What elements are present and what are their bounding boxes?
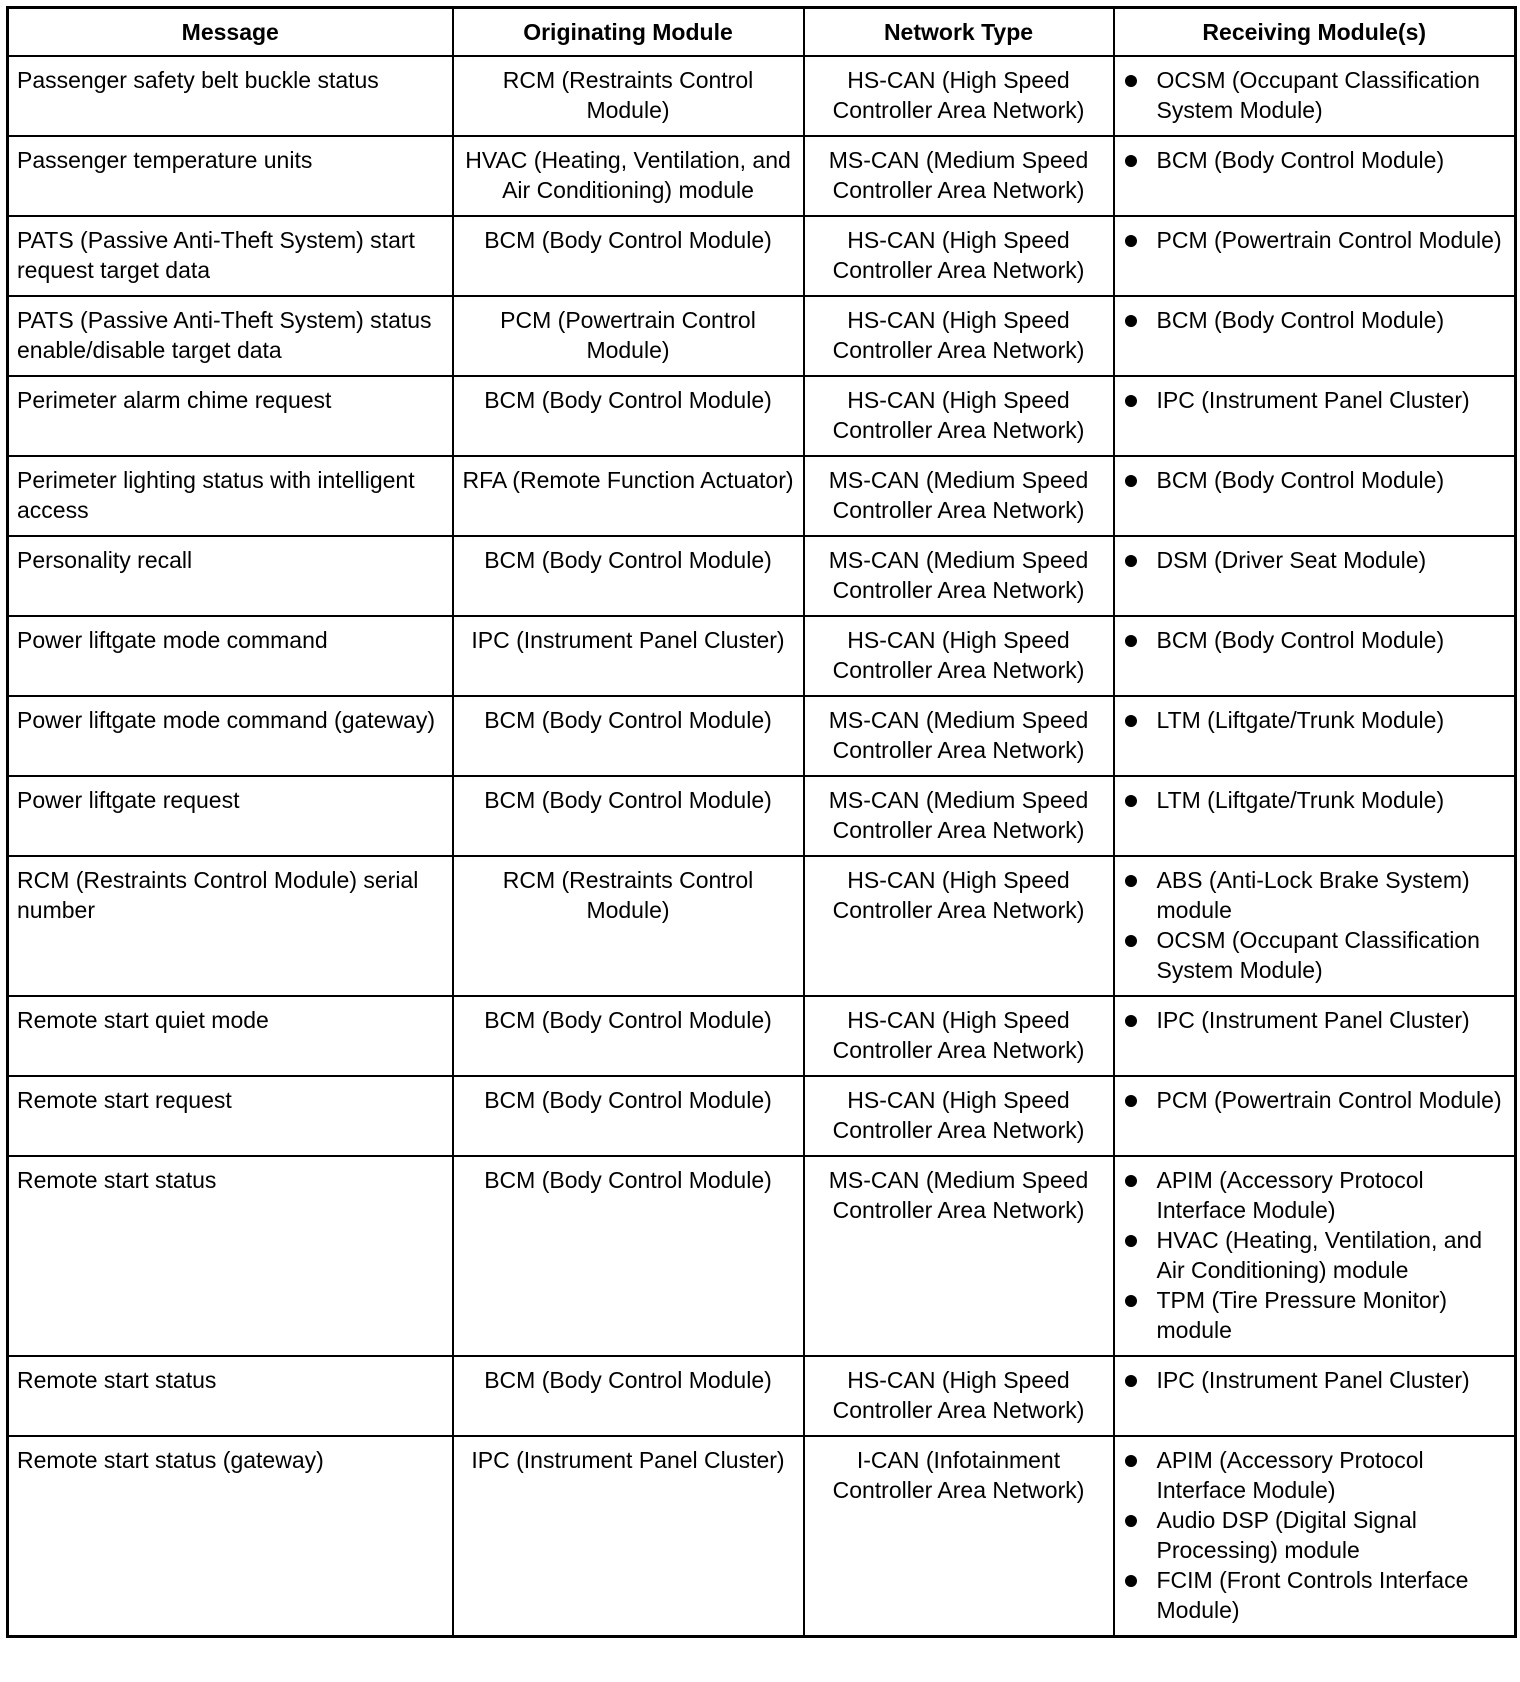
message-cell: PATS (Passive Anti-Theft System) status enable/disable target data (8, 296, 453, 376)
originating-module-cell: BCM (Body Control Module) (453, 1076, 804, 1156)
receiving-modules-list (1123, 305, 1507, 335)
message-cell: Remote start quiet mode (8, 996, 453, 1076)
table-row (8, 696, 1516, 776)
receiving-module-item: DSM (Driver Seat Module) (1123, 545, 1507, 575)
module-message-table (6, 6, 1517, 1638)
header-message: Message (8, 8, 453, 57)
receiving-modules-list (1123, 1085, 1507, 1115)
originating-module-cell: RFA (Remote Function Actuator) (453, 456, 804, 536)
message-cell: Passenger temperature units (8, 136, 453, 216)
receiving-modules-list (1123, 465, 1507, 495)
receiving-modules-list (1123, 865, 1507, 985)
receiving-module-item: PCM (Powertrain Control Module) (1123, 225, 1507, 255)
receiving-modules-list (1123, 545, 1507, 575)
originating-module-cell: RCM (Restraints Control Module) (453, 56, 804, 136)
originating-module-cell: RCM (Restraints Control Module) (453, 856, 804, 996)
originating-module-cell: BCM (Body Control Module) (453, 696, 804, 776)
network-type-cell: I-CAN (Infotainment Controller Area Network) (804, 1436, 1114, 1637)
message-cell: Remote start request (8, 1076, 453, 1156)
originating-module-cell: BCM (Body Control Module) (453, 776, 804, 856)
originating-module-cell: PCM (Powertrain Control Module) (453, 296, 804, 376)
network-type-cell: HS-CAN (High Speed Controller Area Network) (804, 56, 1114, 136)
message-cell: Perimeter lighting status with intelligent access (8, 456, 453, 536)
originating-module-cell: BCM (Body Control Module) (453, 996, 804, 1076)
receiving-module-item: OCSM (Occupant Classification System Module) (1123, 65, 1507, 125)
network-type-cell: HS-CAN (High Speed Controller Area Network) (804, 1076, 1114, 1156)
table-row (8, 456, 1516, 536)
header-originating-module: Originating Module (453, 8, 804, 57)
receiving-modules-list (1123, 225, 1507, 255)
network-type-cell: HS-CAN (High Speed Controller Area Network) (804, 216, 1114, 296)
receiving-modules-cell (1114, 536, 1516, 616)
table-header (8, 8, 1516, 57)
receiving-modules-cell (1114, 856, 1516, 996)
receiving-module-item: HVAC (Heating, Ventilation, and Air Conditioning) module (1123, 1225, 1507, 1285)
table-row (8, 536, 1516, 616)
header-network-type: Network Type (804, 8, 1114, 57)
receiving-module-item: Audio DSP (Digital Signal Processing) module (1123, 1505, 1507, 1565)
receiving-module-item: APIM (Accessory Protocol Interface Module) (1123, 1445, 1507, 1505)
table-row (8, 1156, 1516, 1356)
message-cell: RCM (Restraints Control Module) serial number (8, 856, 453, 996)
table-row (8, 996, 1516, 1076)
receiving-module-item: LTM (Liftgate/Trunk Module) (1123, 705, 1507, 735)
receiving-module-item: TPM (Tire Pressure Monitor) module (1123, 1285, 1507, 1345)
receiving-modules-cell (1114, 56, 1516, 136)
receiving-modules-cell (1114, 996, 1516, 1076)
originating-module-cell: IPC (Instrument Panel Cluster) (453, 1436, 804, 1637)
originating-module-cell: HVAC (Heating, Ventilation, and Air Conditioning) module (453, 136, 804, 216)
originating-module-cell: BCM (Body Control Module) (453, 1356, 804, 1436)
receiving-module-item: FCIM (Front Controls Interface Module) (1123, 1565, 1507, 1625)
receiving-module-item: BCM (Body Control Module) (1123, 465, 1507, 495)
receiving-modules-list (1123, 625, 1507, 655)
receiving-modules-cell (1114, 216, 1516, 296)
network-type-cell: MS-CAN (Medium Speed Controller Area Network) (804, 456, 1114, 536)
originating-module-cell: BCM (Body Control Module) (453, 216, 804, 296)
receiving-modules-list (1123, 785, 1507, 815)
receiving-modules-cell (1114, 1156, 1516, 1356)
message-cell: PATS (Passive Anti-Theft System) start request target data (8, 216, 453, 296)
network-type-cell: HS-CAN (High Speed Controller Area Network) (804, 616, 1114, 696)
network-type-cell: MS-CAN (Medium Speed Controller Area Network) (804, 1156, 1114, 1356)
message-cell: Passenger safety belt buckle status (8, 56, 453, 136)
network-type-cell: HS-CAN (High Speed Controller Area Network) (804, 856, 1114, 996)
table-row (8, 216, 1516, 296)
network-type-cell: MS-CAN (Medium Speed Controller Area Network) (804, 536, 1114, 616)
table-row (8, 776, 1516, 856)
receiving-module-item: IPC (Instrument Panel Cluster) (1123, 1365, 1507, 1395)
table-row (8, 856, 1516, 996)
message-cell: Personality recall (8, 536, 453, 616)
receiving-modules-cell (1114, 696, 1516, 776)
originating-module-cell: IPC (Instrument Panel Cluster) (453, 616, 804, 696)
message-cell: Power liftgate mode command (8, 616, 453, 696)
header-row (8, 8, 1516, 57)
receiving-module-item: APIM (Accessory Protocol Interface Module) (1123, 1165, 1507, 1225)
receiving-modules-list (1123, 1365, 1507, 1395)
table-body (8, 56, 1516, 1637)
network-type-cell: MS-CAN (Medium Speed Controller Area Network) (804, 696, 1114, 776)
header-receiving-modules: Receiving Module(s) (1114, 8, 1516, 57)
network-type-cell: HS-CAN (High Speed Controller Area Network) (804, 376, 1114, 456)
receiving-module-item: ABS (Anti-Lock Brake System) module (1123, 865, 1507, 925)
receiving-module-item: IPC (Instrument Panel Cluster) (1123, 385, 1507, 415)
receiving-module-item: IPC (Instrument Panel Cluster) (1123, 1005, 1507, 1035)
network-type-cell: HS-CAN (High Speed Controller Area Network) (804, 1356, 1114, 1436)
receiving-modules-cell (1114, 1076, 1516, 1156)
message-cell: Remote start status (gateway) (8, 1436, 453, 1637)
table-row (8, 296, 1516, 376)
message-cell: Remote start status (8, 1356, 453, 1436)
message-cell: Power liftgate mode command (gateway) (8, 696, 453, 776)
receiving-modules-cell (1114, 296, 1516, 376)
receiving-module-item: PCM (Powertrain Control Module) (1123, 1085, 1507, 1115)
table-row (8, 1436, 1516, 1637)
message-cell: Perimeter alarm chime request (8, 376, 453, 456)
network-type-cell: MS-CAN (Medium Speed Controller Area Network) (804, 776, 1114, 856)
receiving-modules-cell (1114, 136, 1516, 216)
receiving-modules-cell (1114, 616, 1516, 696)
receiving-module-item: OCSM (Occupant Classification System Module) (1123, 925, 1507, 985)
receiving-module-item: BCM (Body Control Module) (1123, 625, 1507, 655)
table-row (8, 376, 1516, 456)
message-cell: Remote start status (8, 1156, 453, 1356)
receiving-modules-list (1123, 145, 1507, 175)
table-row (8, 1076, 1516, 1156)
receiving-modules-cell (1114, 376, 1516, 456)
table-row (8, 1356, 1516, 1436)
receiving-modules-list (1123, 1165, 1507, 1345)
receiving-modules-list (1123, 385, 1507, 415)
receiving-modules-cell (1114, 1436, 1516, 1637)
receiving-modules-list (1123, 1445, 1507, 1625)
receiving-modules-cell (1114, 776, 1516, 856)
message-cell: Power liftgate request (8, 776, 453, 856)
receiving-modules-list (1123, 705, 1507, 735)
receiving-module-item: BCM (Body Control Module) (1123, 305, 1507, 335)
receiving-modules-cell (1114, 1356, 1516, 1436)
receiving-modules-list (1123, 65, 1507, 125)
table-row (8, 56, 1516, 136)
originating-module-cell: BCM (Body Control Module) (453, 536, 804, 616)
network-type-cell: MS-CAN (Medium Speed Controller Area Network) (804, 136, 1114, 216)
table-row (8, 616, 1516, 696)
receiving-module-item: BCM (Body Control Module) (1123, 145, 1507, 175)
originating-module-cell: BCM (Body Control Module) (453, 376, 804, 456)
receiving-modules-list (1123, 1005, 1507, 1035)
table-row (8, 136, 1516, 216)
originating-module-cell: BCM (Body Control Module) (453, 1156, 804, 1356)
network-type-cell: HS-CAN (High Speed Controller Area Network) (804, 296, 1114, 376)
receiving-module-item: LTM (Liftgate/Trunk Module) (1123, 785, 1507, 815)
network-type-cell: HS-CAN (High Speed Controller Area Network) (804, 996, 1114, 1076)
receiving-modules-cell (1114, 456, 1516, 536)
